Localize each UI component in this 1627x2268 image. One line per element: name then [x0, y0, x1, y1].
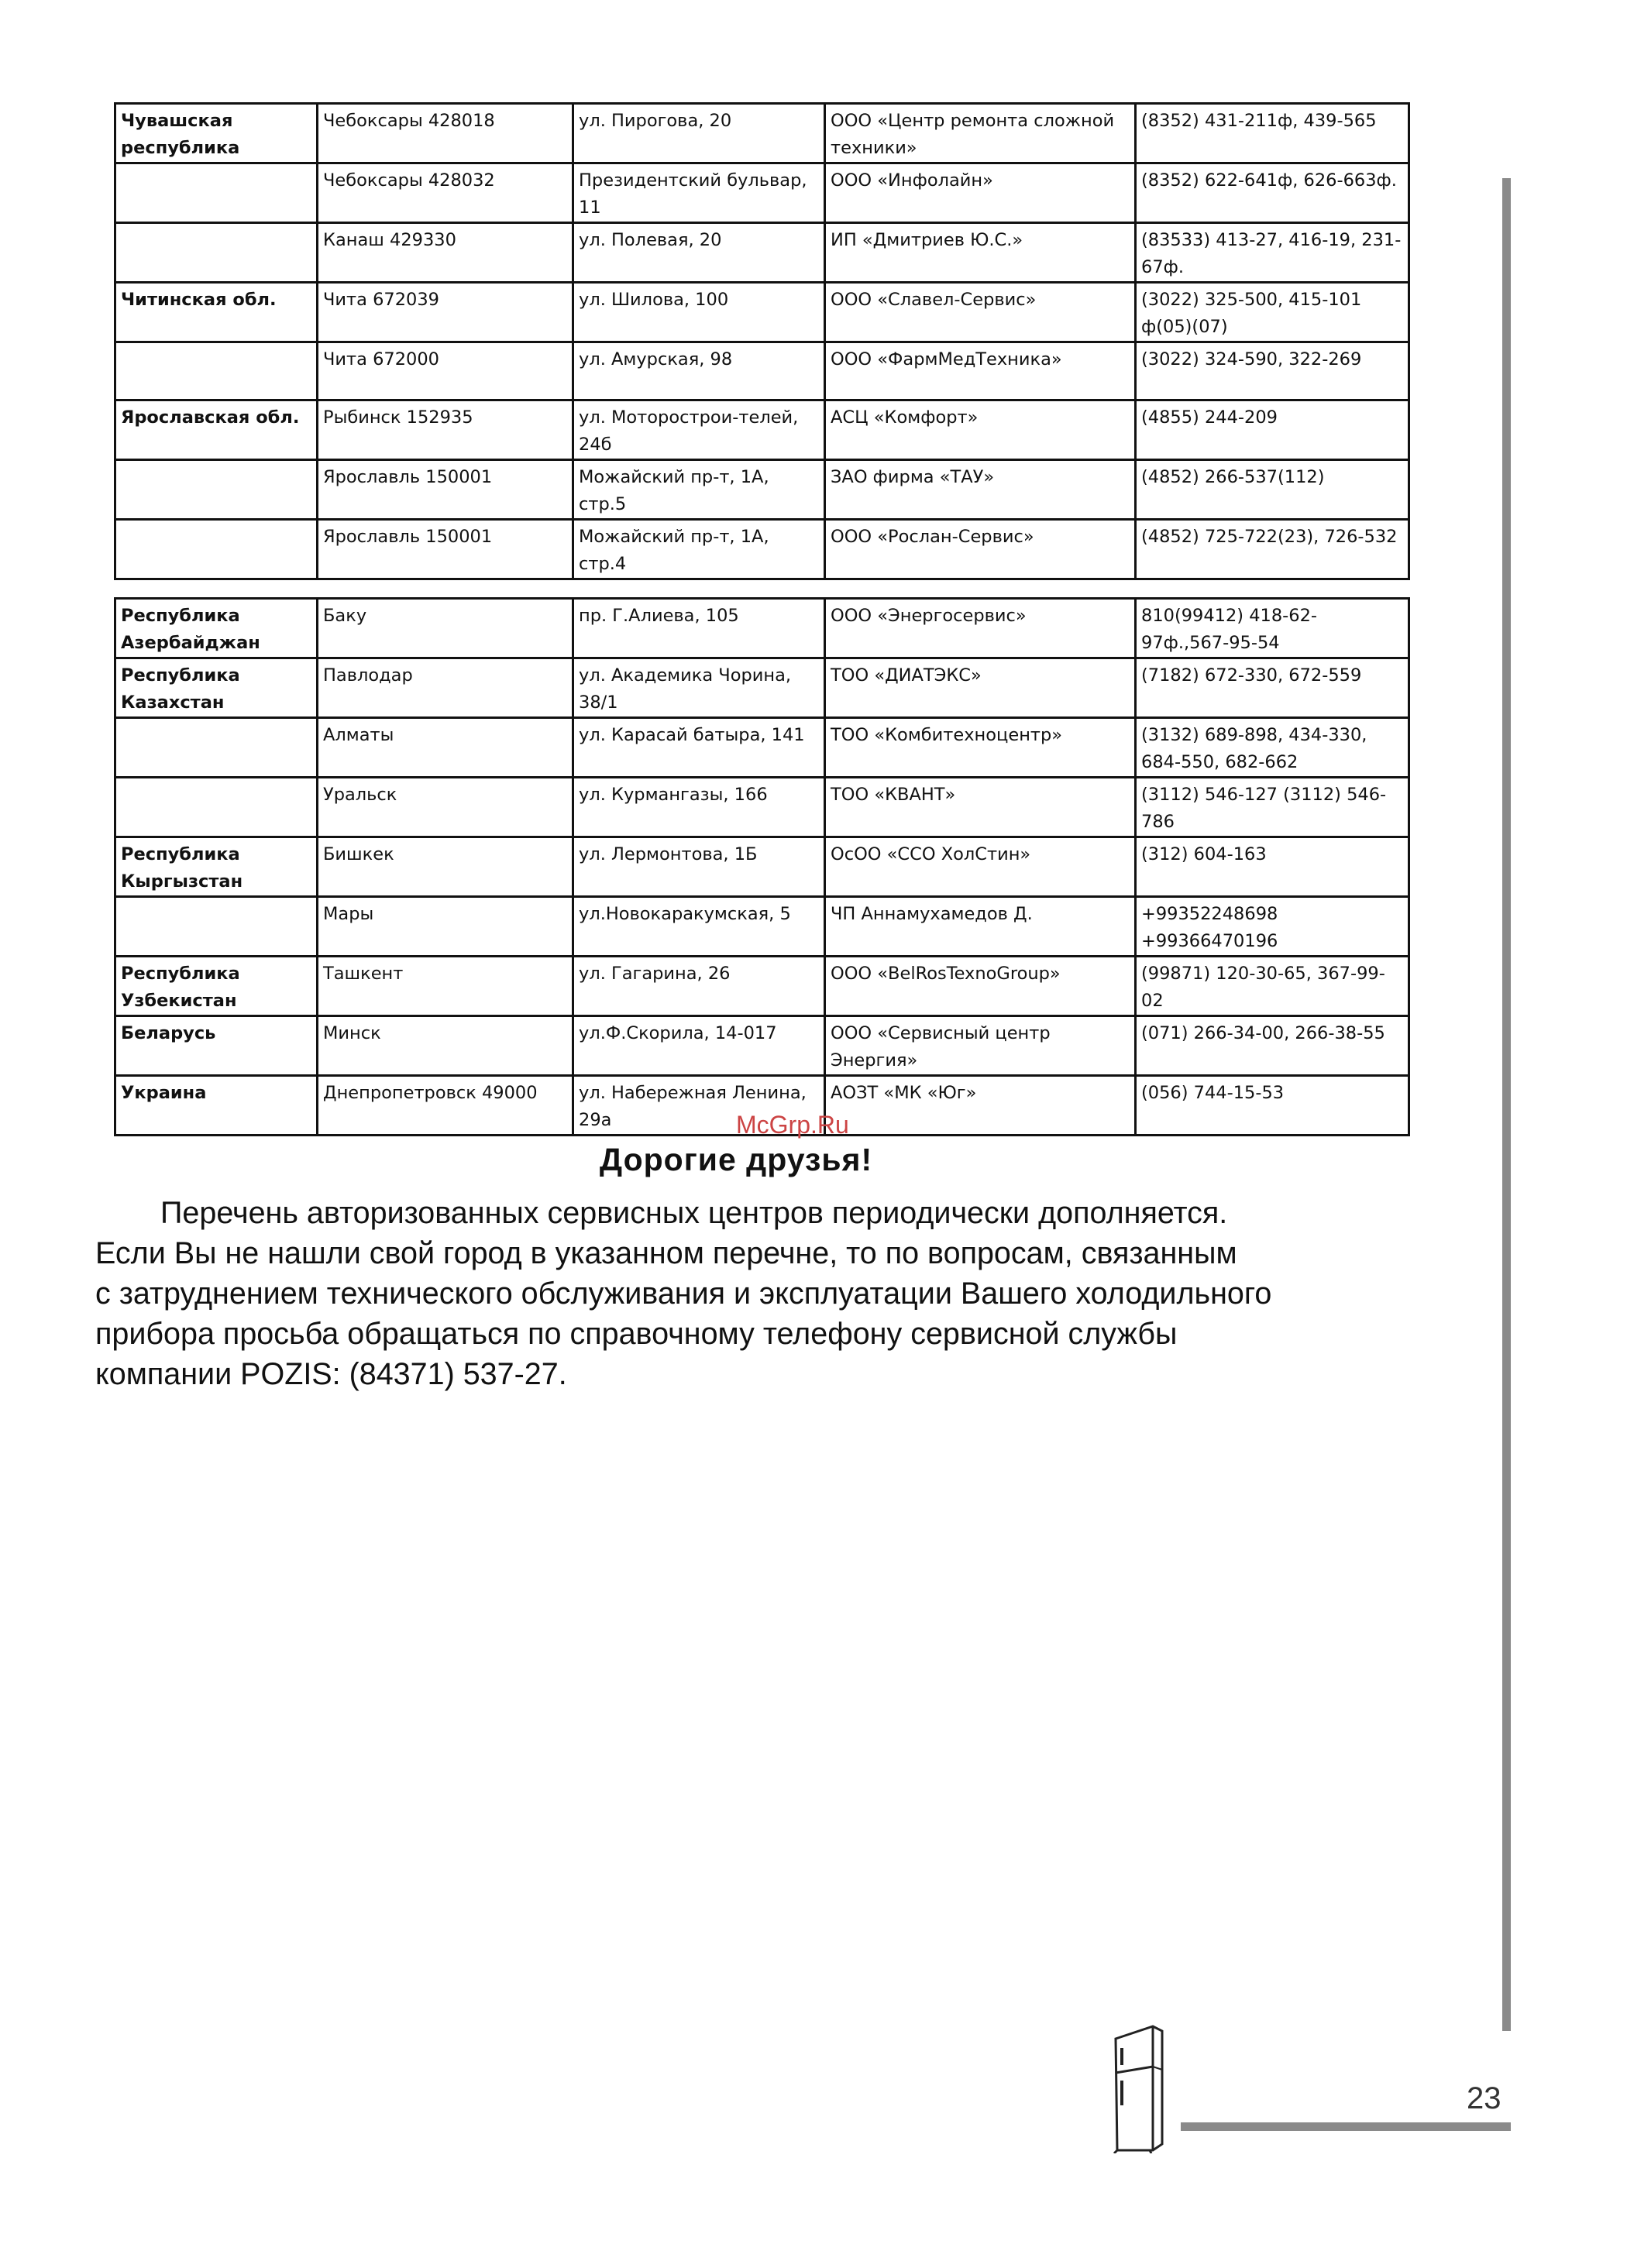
phone-cell: (3022) 325-500, 415-101 ф(05)(07)	[1136, 283, 1409, 342]
region-cell	[115, 342, 318, 400]
city-cell: Ярославль 150001	[318, 460, 573, 520]
company-cell: ТОО «ДИАТЭКС»	[825, 658, 1136, 718]
table-row	[115, 1016, 1409, 1076]
table-row	[115, 520, 1409, 579]
city-cell: Чита 672000	[318, 342, 573, 400]
region-cell	[115, 718, 318, 778]
phone-cell: (8352) 622-641ф, 626-663ф.	[1136, 163, 1409, 223]
city-cell: Чита 672039	[318, 283, 573, 342]
company-cell: ИП «Дмитриев Ю.С.»	[825, 223, 1136, 283]
table-row	[115, 223, 1409, 283]
table-row	[115, 400, 1409, 460]
company-cell: ЗАО фирма «ТАУ»	[825, 460, 1136, 520]
city-cell: Мары	[318, 897, 573, 957]
phone-cell: (071) 266-34-00, 266-38-55	[1136, 1016, 1409, 1076]
company-cell: ООО «Энергосервис»	[825, 599, 1136, 658]
city-cell: Алматы	[318, 718, 573, 778]
city-cell: Павлодар	[318, 658, 573, 718]
address-cell: ул. Полевая, 20	[573, 223, 825, 283]
city-cell: Минск	[318, 1016, 573, 1076]
region-cell	[115, 163, 318, 223]
company-cell: ООО «Сервисный центр Энергия»	[825, 1016, 1136, 1076]
company-cell: ООО «Рослан-Сервис»	[825, 520, 1136, 579]
paragraph-line: Если Вы не нашли свой город в указанном перечне, то по вопросам, связанным	[95, 1236, 1237, 1270]
page-heading: Дорогие друзья!	[599, 1142, 873, 1177]
address-cell: пр. Г.Алиева, 105	[573, 599, 825, 658]
footer-rule	[1181, 2122, 1511, 2131]
phone-cell: (99871) 120-30-65, 367-99-02	[1136, 957, 1409, 1016]
table-row	[115, 460, 1409, 520]
table-row	[115, 163, 1409, 223]
company-cell: ЧП Аннамухамедов Д.	[825, 897, 1136, 957]
paragraph-line: прибора просьба обращаться по справочному телефону сервисной службы	[95, 1317, 1178, 1351]
phone-cell: (7182) 672-330, 672-559	[1136, 658, 1409, 718]
city-cell: Чебоксары 428018	[318, 104, 573, 163]
company-cell: ОсОО «ССО ХолСтин»	[825, 837, 1136, 897]
fridge-icon	[1099, 2022, 1168, 2157]
region-cell	[115, 520, 318, 579]
phone-cell: (4852) 725-722(23), 726-532	[1136, 520, 1409, 579]
region-cell: Республика Азербайджан	[115, 599, 318, 658]
city-cell: Баку	[318, 599, 573, 658]
region-cell: Беларусь	[115, 1016, 318, 1076]
region-cell: Республика Кыргызстан	[115, 837, 318, 897]
region-cell	[115, 778, 318, 837]
address-cell: ул. Гагарина, 26	[573, 957, 825, 1016]
table-row	[115, 283, 1409, 342]
phone-cell: (4855) 244-209	[1136, 400, 1409, 460]
phone-cell: 810(99412) 418-62-97ф.,567-95-54	[1136, 599, 1409, 658]
table-row	[115, 778, 1409, 837]
company-cell: ООО «Центр ремонта сложной техники»	[825, 104, 1136, 163]
region-cell: Ярославская обл.	[115, 400, 318, 460]
region-cell: Республика Казахстан	[115, 658, 318, 718]
address-cell: ул. Курмангазы, 166	[573, 778, 825, 837]
table-row	[115, 957, 1409, 1016]
company-cell: ООО «ФармМедТехника»	[825, 342, 1136, 400]
phone-cell: (8352) 431-211ф, 439-565	[1136, 104, 1409, 163]
service-table-cis	[114, 597, 1410, 1136]
table-row	[115, 897, 1409, 957]
address-cell: ул. Академика Чорина, 38/1	[573, 658, 825, 718]
address-cell: ул. Моторострои-телей, 24б	[573, 400, 825, 460]
phone-cell: (312) 604-163	[1136, 837, 1409, 897]
company-cell: АСЦ «Комфорт»	[825, 400, 1136, 460]
city-cell: Рыбинск 152935	[318, 400, 573, 460]
address-cell: ул. Набережная Ленина, 29а	[573, 1076, 825, 1136]
watermark: McGrp.Ru	[736, 1111, 849, 1139]
service-table-russia	[114, 102, 1410, 580]
phone-cell: (4852) 266-537(112)	[1136, 460, 1409, 520]
address-cell: ул. Карасай батыра, 141	[573, 718, 825, 778]
city-cell: Ташкент	[318, 957, 573, 1016]
company-cell: ООО «Славел-Сервис»	[825, 283, 1136, 342]
city-cell: Бишкек	[318, 837, 573, 897]
company-cell: ООО «BelRosTexnoGroup»	[825, 957, 1136, 1016]
region-cell: Украина	[115, 1076, 318, 1136]
table-row	[115, 658, 1409, 718]
paragraph-line: компании POZIS: (84371) 537-27.	[95, 1357, 567, 1391]
city-cell: Чебоксары 428032	[318, 163, 573, 223]
phone-cell: (3132) 689-898, 434-330, 684-550, 682-662	[1136, 718, 1409, 778]
phone-cell: (83533) 413-27, 416-19, 231-67ф.	[1136, 223, 1409, 283]
address-cell: Можайский пр-т, 1А, стр.5	[573, 460, 825, 520]
address-cell: ул. Амурская, 98	[573, 342, 825, 400]
address-cell: ул.Ф.Скорила, 14-017	[573, 1016, 825, 1076]
city-cell: Ярославль 150001	[318, 520, 573, 579]
margin-rule-vertical	[1502, 178, 1511, 2031]
company-cell: ТОО «КВАНТ»	[825, 778, 1136, 837]
phone-cell: (3112) 546-127 (3112) 546-786	[1136, 778, 1409, 837]
region-cell	[115, 223, 318, 283]
paragraph-line: с затруднением технического обслуживания и эксплуатации Вашего холодильного	[95, 1277, 1272, 1311]
table-row	[115, 837, 1409, 897]
company-cell: АОЗТ «МК «Юг»	[825, 1076, 1136, 1136]
city-cell: Канаш 429330	[318, 223, 573, 283]
table-row	[115, 599, 1409, 658]
region-cell	[115, 897, 318, 957]
region-cell: Республика Узбекистан	[115, 957, 318, 1016]
address-cell: Президентский бульвар, 11	[573, 163, 825, 223]
region-cell	[115, 460, 318, 520]
address-cell: ул. Лермонтова, 1Б	[573, 837, 825, 897]
address-cell: Можайский пр-т, 1А, стр.4	[573, 520, 825, 579]
phone-cell: +99352248698 +99366470196	[1136, 897, 1409, 957]
paragraph-line: Перечень авторизованных сервисных центров периодически дополняется.	[160, 1196, 1228, 1230]
city-cell: Уральск	[318, 778, 573, 837]
info-paragraph	[95, 1193, 1439, 1394]
table-row	[115, 104, 1409, 163]
address-cell: ул.Новокаракумская, 5	[573, 897, 825, 957]
company-cell: ТОО «Комбитехноцентр»	[825, 718, 1136, 778]
address-cell: ул. Пирогова, 20	[573, 104, 825, 163]
phone-cell: (056) 744-15-53	[1136, 1076, 1409, 1136]
phone-cell: (3022) 324-590, 322-269	[1136, 342, 1409, 400]
address-cell: ул. Шилова, 100	[573, 283, 825, 342]
table-row	[115, 718, 1409, 778]
table-row	[115, 342, 1409, 400]
region-cell: Чувашская республика	[115, 104, 318, 163]
company-cell: ООО «Инфолайн»	[825, 163, 1136, 223]
region-cell: Читинская обл.	[115, 283, 318, 342]
page-number: 23	[1467, 2081, 1501, 2115]
city-cell: Днепропетровск 49000	[318, 1076, 573, 1136]
